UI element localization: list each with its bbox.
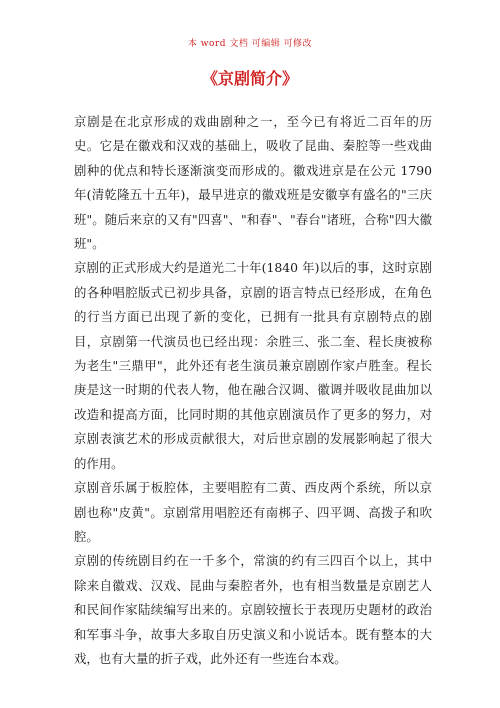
editable-notice: 本 word 文档 可编辑 可修改 [187, 39, 313, 49]
paragraph-origin: 京剧是在北京形成的戏曲剧种之一，至今已有将近二百年的历史。它是在徽戏和汉戏的基础上，吸收了昆曲、秦腔等一些戏曲剧种的优点和特长逐渐演变而形成的。徽戏进京是在公元 1790 年(清乾隆五十五年)，最早进京的徽戏班是安徽享有盛名的"三庆班"。随后来京的又有"四喜"、"和春"、"春台"诸班，合称"四大徽班"。 [74, 114, 432, 252]
paragraph-repertoire: 京剧的传统剧目约在一千多个，常演的约有三四百个以上，其中除来自徽戏、汉戏、昆曲与秦腔者外，也有相当数量是京剧艺人和民间作家陆续编写出来的。京剧较擅长于表现历史题材的政治和军事斗争，故事大多取自历史演义和小说话本。既有整本的大戏，也有大量的折子戏，此外还有一些连台本戏。 [74, 553, 432, 666]
document-body [74, 110, 432, 671]
paragraph-music: 京剧音乐属于板腔体，主要唱腔有二黄、西皮两个系统，所以京剧也称"皮黄"。京剧常用唱腔还有南梆子、四平调、高拨子和吹腔。 [74, 480, 432, 544]
document-title: 《京剧简介》 [201, 69, 298, 88]
paragraph-formation: 京剧的正式形成大约是道光二十年(1840 年)以后的事，这时京剧的各种唱腔版式已初步具备，京剧的语言特点已经形成，在角色的行当方面已出现了新的变化，已拥有一批具有京剧特点的剧目，京剧第一代演员也已经出现：余胜三、张二奎、程长庚被称为老生"三鼎甲"，此外还有老生演员兼京剧剧作家卢胜奎。程长庚是这一时期的代表人物，他在融合汉调、徽调并吸收昆曲加以改造和提高方面，比同时期的其他京剧演员作了更多的努力，对京剧表演艺术的形成贡献很大，对后世京剧的发展影响起了很大的作用。 [74, 260, 432, 471]
